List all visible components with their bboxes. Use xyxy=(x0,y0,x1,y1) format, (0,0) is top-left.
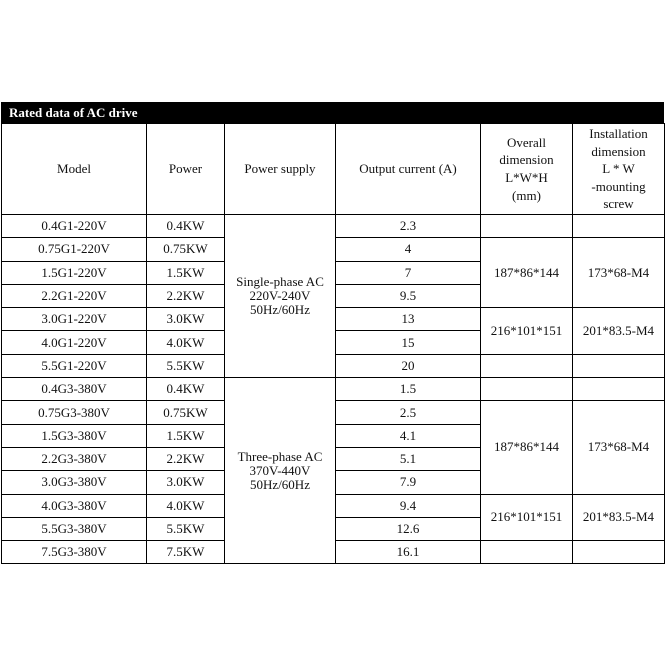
cell-power: 5.5KW xyxy=(147,354,225,377)
supply-line: 220V-240V xyxy=(249,288,311,304)
header-install-line: dimension xyxy=(591,143,646,159)
cell-power: 4.0KW xyxy=(147,494,225,517)
cell-install-dimension: 201*83.5-M4 xyxy=(573,308,665,355)
cell-model: 0.4G1-220V xyxy=(2,215,147,238)
cell-model: 0.4G3-380V xyxy=(2,378,147,401)
header-overall-line: dimension xyxy=(499,152,554,168)
cell-overall-dimension: 187*86*144 xyxy=(481,238,573,308)
cell-current: 9.4 xyxy=(336,494,481,517)
cell-power: 7.5KW xyxy=(147,541,225,564)
cell-current: 12.6 xyxy=(336,517,481,540)
header-install-line: screw xyxy=(603,196,634,212)
cell-current: 13 xyxy=(336,308,481,331)
cell-install-dimension: 173*68-M4 xyxy=(573,401,665,494)
header-installation-dimension xyxy=(573,124,665,215)
header-row xyxy=(2,124,665,215)
cell-power: 4.0KW xyxy=(147,331,225,354)
cell-power: 0.75KW xyxy=(147,238,225,261)
cell-current: 5.1 xyxy=(336,447,481,470)
cell-current: 20 xyxy=(336,354,481,377)
cell-overall-dimension: 216*101*151 xyxy=(481,308,573,355)
header-overall-dimension xyxy=(481,124,573,215)
cell-current: 7 xyxy=(336,261,481,284)
page-background xyxy=(0,564,665,665)
cell-power: 0.4KW xyxy=(147,378,225,401)
cell-current: 4.1 xyxy=(336,424,481,447)
table-row xyxy=(2,378,665,401)
cell-model: 5.5G1-220V xyxy=(2,354,147,377)
cell-current: 16.1 xyxy=(336,541,481,564)
cell-overall-dimension: 216*101*151 xyxy=(481,494,573,541)
cell-model: 3.0G3-380V xyxy=(2,471,147,494)
cell-power: 2.2KW xyxy=(147,447,225,470)
cell-current: 2.3 xyxy=(336,215,481,238)
cell-power: 0.75KW xyxy=(147,401,225,424)
cell-model: 0.75G1-220V xyxy=(2,238,147,261)
cell-install-dimension: 201*83.5-M4 xyxy=(573,494,665,541)
cell-current: 9.5 xyxy=(336,284,481,307)
cell-model: 1.5G3-380V xyxy=(2,424,147,447)
cell-overall-empty xyxy=(481,378,573,401)
cell-model: 7.5G3-380V xyxy=(2,541,147,564)
cell-power: 3.0KW xyxy=(147,471,225,494)
header-install-line: L * W xyxy=(602,161,635,177)
cell-current: 1.5 xyxy=(336,378,481,401)
supply-line: Single-phase AC xyxy=(236,274,324,290)
supply-line: 370V-440V xyxy=(249,462,311,478)
cell-install-empty xyxy=(573,541,665,564)
cell-overall-empty xyxy=(481,541,573,564)
table-row xyxy=(2,215,665,238)
header-overall-line: Overall xyxy=(507,134,546,150)
header-install-line: Installation xyxy=(589,126,648,142)
header-power: Power xyxy=(147,124,225,215)
cell-power: 1.5KW xyxy=(147,424,225,447)
cell-current: 7.9 xyxy=(336,471,481,494)
header-power-supply: Power supply xyxy=(225,124,336,215)
cell-overall-empty xyxy=(481,215,573,238)
header-install-line: -mounting xyxy=(591,178,646,194)
cell-power: 1.5KW xyxy=(147,261,225,284)
cell-model: 3.0G1-220V xyxy=(2,308,147,331)
cell-model: 5.5G3-380V xyxy=(2,517,147,540)
rated-data-table xyxy=(1,123,665,564)
header-overall-line: L*W*H xyxy=(505,170,548,185)
cell-model: 4.0G1-220V xyxy=(2,331,147,354)
cell-power-supply-three-phase xyxy=(225,378,336,564)
cell-current: 2.5 xyxy=(336,401,481,424)
cell-install-empty xyxy=(573,215,665,238)
header-model: Model xyxy=(2,124,147,215)
supply-line: 50Hz/60Hz xyxy=(250,302,310,318)
table-title: Rated data of AC drive xyxy=(1,102,664,123)
supply-line: 50Hz/60Hz xyxy=(250,476,310,492)
header-overall-line: (mm) xyxy=(512,187,541,203)
header-output-current: Output current (A) xyxy=(336,124,481,215)
cell-power: 0.4KW xyxy=(147,215,225,238)
cell-model: 2.2G1-220V xyxy=(2,284,147,307)
cell-install-empty xyxy=(573,354,665,377)
cell-current: 4 xyxy=(336,238,481,261)
cell-overall-empty xyxy=(481,354,573,377)
cell-power: 5.5KW xyxy=(147,517,225,540)
cell-overall-dimension: 187*86*144 xyxy=(481,401,573,494)
cell-model: 0.75G3-380V xyxy=(2,401,147,424)
cell-install-empty xyxy=(573,378,665,401)
cell-model: 4.0G3-380V xyxy=(2,494,147,517)
cell-power-supply-single-phase xyxy=(225,215,336,378)
cell-power: 3.0KW xyxy=(147,308,225,331)
cell-model: 1.5G1-220V xyxy=(2,261,147,284)
cell-current: 15 xyxy=(336,331,481,354)
cell-power: 2.2KW xyxy=(147,284,225,307)
supply-line: Three-phase AC xyxy=(237,448,323,464)
cell-install-dimension: 173*68-M4 xyxy=(573,238,665,308)
cell-model: 2.2G3-380V xyxy=(2,447,147,470)
